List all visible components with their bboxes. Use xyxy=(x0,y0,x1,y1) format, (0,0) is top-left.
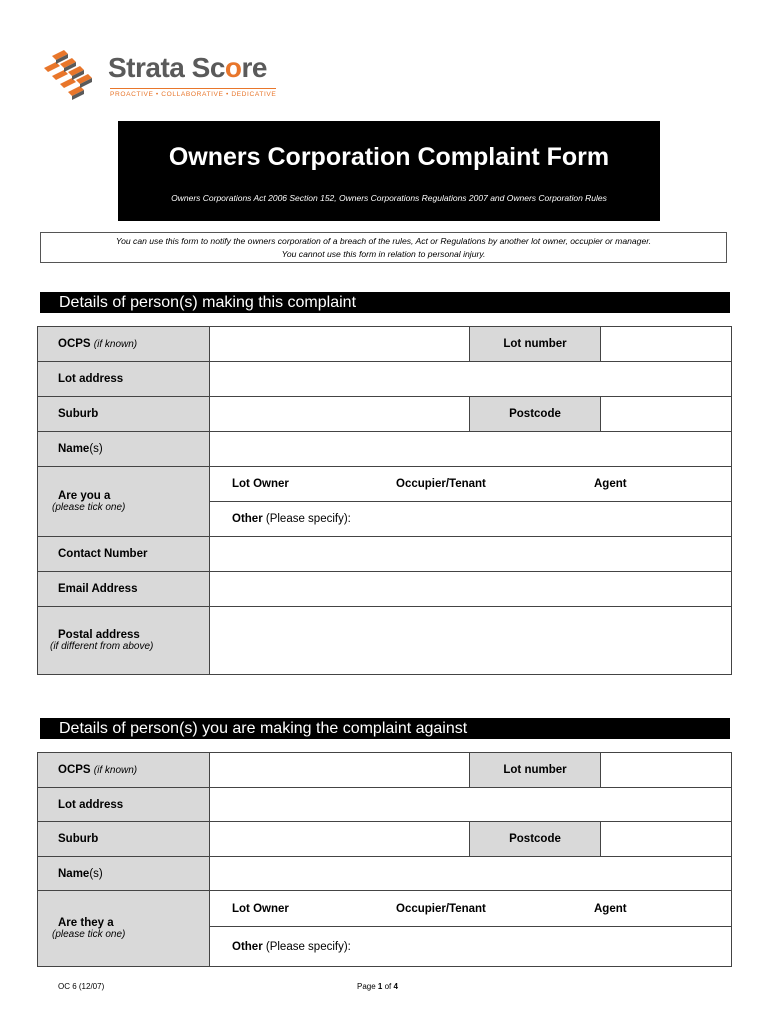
table-row xyxy=(38,537,732,572)
lot-number-label: Lot number xyxy=(470,753,601,788)
postal-address-label: Postal address (if different from above) xyxy=(38,607,210,675)
logo-mark-icon xyxy=(38,46,100,104)
option-agent[interactable]: Agent xyxy=(594,478,627,490)
suburb-label: Suburb xyxy=(38,822,210,857)
suburb-field[interactable] xyxy=(210,822,470,857)
are-you-label: Are you a (please tick one) xyxy=(38,467,210,537)
option-lot-owner[interactable]: Lot Owner xyxy=(232,902,289,915)
table-row xyxy=(38,607,732,675)
page-indicator: Page 1 of 4 xyxy=(357,982,398,991)
postal-address-field[interactable] xyxy=(210,607,732,675)
lot-address-label: Lot address xyxy=(38,362,210,397)
table-row xyxy=(38,362,732,397)
form-code: OC 6 (12/07) xyxy=(58,982,105,991)
option-lot-owner[interactable]: Lot Owner xyxy=(232,478,289,490)
table-row xyxy=(38,822,732,857)
ocps-field[interactable] xyxy=(210,327,470,362)
email-address-label: Email Address xyxy=(38,572,210,607)
table-row xyxy=(38,467,732,502)
other-field[interactable]: Other (Please specify): xyxy=(210,502,732,537)
notice-line-1: You can use this form to notify the owners corporation of a breach of the rules, Act or Regulations by another lot owner, occupier or manager. xyxy=(115,236,652,246)
lot-number-field[interactable] xyxy=(601,753,732,788)
lot-address-label: Lot address xyxy=(38,788,210,822)
ocps-label: OCPS (if known) xyxy=(38,327,210,362)
complainant-details-table xyxy=(37,326,732,675)
table-row xyxy=(38,432,732,467)
notice-line-2: You cannot use this form in relation to personal injury. xyxy=(281,249,486,259)
logo-name: Strata Score xyxy=(108,52,267,83)
postcode-label: Postcode xyxy=(470,397,601,432)
table-row xyxy=(38,327,732,362)
role-options xyxy=(210,467,732,502)
table-row xyxy=(38,857,732,891)
table-row xyxy=(38,572,732,607)
table-row xyxy=(38,753,732,788)
lot-number-label: Lot number xyxy=(470,327,601,362)
name-field[interactable] xyxy=(210,857,732,891)
suburb-label: Suburb xyxy=(38,397,210,432)
other-field[interactable]: Other (Please specify): xyxy=(210,927,732,967)
contact-number-field[interactable] xyxy=(210,537,732,572)
email-address-field[interactable] xyxy=(210,572,732,607)
name-label: Name(s) xyxy=(38,432,210,467)
lot-number-field[interactable] xyxy=(601,327,732,362)
section-heading-respondent: Details of person(s) you are making the complaint against xyxy=(40,718,730,739)
usage-notice xyxy=(40,232,727,263)
postcode-label: Postcode xyxy=(470,822,601,857)
postcode-field[interactable] xyxy=(601,397,732,432)
contact-number-label: Contact Number xyxy=(38,537,210,572)
form-title: Owners Corporation Complaint Form xyxy=(168,143,610,171)
option-occupier-tenant[interactable]: Occupier/Tenant xyxy=(396,478,486,490)
section-heading-complainant: Details of person(s) making this complaint xyxy=(40,292,730,313)
title-banner xyxy=(118,121,660,221)
table-row xyxy=(38,891,732,927)
lot-address-field[interactable] xyxy=(210,788,732,822)
are-they-label: Are they a (please tick one) xyxy=(38,891,210,967)
lot-address-field[interactable] xyxy=(210,362,732,397)
logo-tagline: PROACTIVE • COLLABORATIVE • DEDICATIVE xyxy=(110,88,276,98)
table-row xyxy=(38,397,732,432)
table-row xyxy=(38,788,732,822)
role-options xyxy=(210,891,732,927)
respondent-details-table xyxy=(37,752,732,967)
postcode-field[interactable] xyxy=(601,822,732,857)
form-subtitle: Owners Corporations Act 2006 Section 152, Owners Corporations Regulations 2007 and Owners Corporation Rules xyxy=(171,193,607,203)
ocps-label: OCPS (if known) xyxy=(38,753,210,788)
name-field[interactable] xyxy=(210,432,732,467)
ocps-field[interactable] xyxy=(210,753,470,788)
strata-score-logo xyxy=(38,46,288,106)
name-label: Name(s) xyxy=(38,857,210,891)
suburb-field[interactable] xyxy=(210,397,470,432)
option-occupier-tenant[interactable]: Occupier/Tenant xyxy=(396,902,486,915)
option-agent[interactable]: Agent xyxy=(594,902,627,915)
